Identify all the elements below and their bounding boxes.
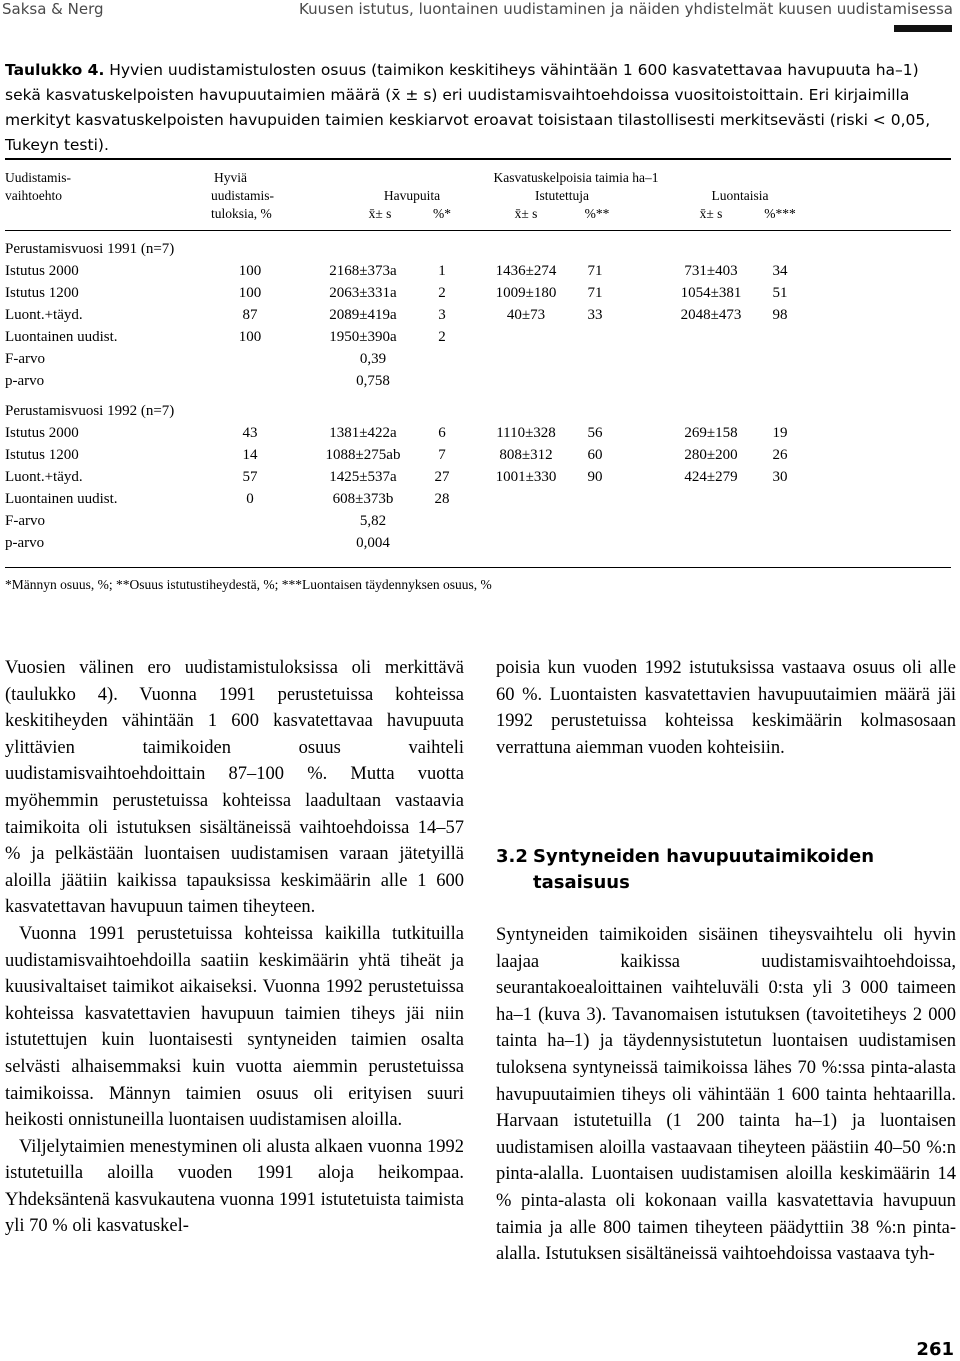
row-label: F-arvo — [5, 513, 45, 529]
col-header-good-1: Hyviä — [214, 170, 247, 185]
col-header-pct-1: %* — [433, 206, 451, 221]
running-header-title: Kuusen istutus, luontainen uudistaminen ja näiden yhdistelmät kuusen uudistamisessa — [299, 0, 953, 18]
page-number: 261 — [916, 1339, 954, 1360]
table-cell: 2048±473 — [680, 307, 742, 323]
table-cell: 0 — [246, 491, 254, 507]
table-cell: 424±279 — [684, 469, 738, 485]
table-cell: 808±312 — [499, 447, 553, 463]
col-header-istutettuja: Istutettuja — [535, 188, 589, 203]
col-header-havupuita: Havupuita — [383, 188, 441, 203]
table-cell: 19 — [772, 425, 788, 441]
table-cell: 1950±390a — [329, 329, 397, 345]
col-header-mean-sd-2: x̄± s — [514, 206, 538, 221]
table-top-rule — [5, 158, 951, 160]
table-cell: 87 — [242, 307, 258, 323]
col-header-pct-2: %** — [584, 206, 610, 221]
table-cell: 608±373b — [332, 491, 394, 507]
table-cell: 60 — [587, 447, 603, 463]
body-right-column-2 — [496, 922, 956, 1268]
col-header-pct-3: %*** — [764, 206, 796, 221]
body-paragraph: Syntyneiden taimikoiden sisäinen tiheysvaihtelu oli hyvin laajaa kaikissa uudistamisvaihtoehdoissa, seurantakoealoittainen vaihteluväli 0:sta yli 3 000 taimeen ha–1 (kuva 3). Tavanomaisen istutuksen (tavoitetiheys 2 000 tainta ha–1) ja täydennysistutetun luontaisen uudistamisen tuloksena syntyneissä taimikoissa lähes 70 %:ssa pinta-alasta havupuutaimien tiheys oli vähintään 1 600 tainta hehtaarilla. Harvaan istutetuilla (1 200 tainta ha–1) ja luontaisen uudistamisen aloilla vastaavaan tiheyteen päästiin 40–50 %:n pinta-alalla. Luontaisen uudistamisen aloilla keskimäärin 14 % pinta-alasta oli kokonaan vailla kasvatettavia havupuun taimia ja alle 800 taimen tiheyteen päädyttiin 38 %:n pinta-alalla. Istutuksen sisältäneissä vaihtoehdoissa vastaava tyh- — [496, 925, 956, 1265]
body-paragraph: poisia kun vuoden 1992 istutuksissa vastaava osuus oli alle 60 %. Luontaisten kasvatettavien havupuutaimien määrä jäi 1992 perustetuissa kohteissa keskimäärin kolmasosaan verrattuna aiemman vuoden kohteisiin. — [496, 658, 956, 758]
table-cell: 28 — [434, 491, 450, 507]
row-label: Istutus 2000 — [5, 425, 79, 441]
row-label: F-arvo — [5, 351, 45, 367]
table-cell: 1381±422a — [329, 425, 397, 441]
table-cell: 6 — [438, 425, 446, 441]
table-cell: 100 — [238, 263, 262, 279]
col-header-luontaisia: Luontaisia — [711, 188, 769, 203]
body-paragraph: Vuosien välinen ero uudistamistuloksissa oli merkittävä (taulukko 4). Vuonna 1991 perustetuissa kohteissa keskitiheyden vähintään 1 600 kasvatettavaa havupuuta ylittävien taimikoiden osuus vaihteli uudistamisvaihtoehdoittain 87–100 %. Mutta vuotta myöhemmin perustetuissa kohteissa laadultaan vastaavia taimikoita oli istutuksen sisältäneissä vaihtoehdoissa 14–57 % ja pelkästään luontaisen uudistamisen varaan jätetyillä aloilla jäätiin kaikissa tapauksissa keskimäärin alle 1 600 kasvatettavan havupuun taimen tiheyteen. — [5, 658, 464, 918]
table-cell: 2 — [438, 329, 446, 345]
table-cell: 280±200 — [684, 447, 738, 463]
table-cell: 71 — [587, 263, 603, 279]
row-label: Istutus 1200 — [5, 285, 79, 301]
table-cell: 2168±373a — [329, 263, 397, 279]
table-cell: 3 — [438, 307, 446, 323]
row-label: Istutus 1200 — [5, 447, 79, 463]
section-number: 3.2 — [496, 846, 528, 867]
row-label: Luont.+täyd. — [5, 469, 83, 485]
p-value: 0,004 — [356, 535, 390, 551]
table-cell: 100 — [238, 329, 262, 345]
table-cell: 40±73 — [506, 307, 546, 323]
running-header-authors: Saksa & Nerg — [2, 0, 104, 18]
col-header-good-3: tuloksia, % — [211, 206, 272, 221]
table-cell: 2063±331a — [329, 285, 397, 301]
table-cell: 51 — [772, 285, 788, 301]
section-heading — [496, 844, 916, 896]
row-label: p-arvo — [5, 535, 45, 551]
table-cell: 1110±328 — [496, 425, 556, 441]
table-cell: 1009±180 — [495, 285, 557, 301]
table-cell: 100 — [238, 285, 262, 301]
row-label: Luontainen uudist. — [5, 329, 118, 345]
table-cell: 56 — [587, 425, 603, 441]
table-cell: 71 — [587, 285, 603, 301]
group-title: Perustamisvuosi 1992 (n=7) — [5, 403, 175, 419]
table-cell: 33 — [587, 307, 603, 323]
group-title: Perustamisvuosi 1991 (n=7) — [5, 241, 175, 257]
body-left-column — [5, 655, 464, 1240]
table-cell: 98 — [772, 307, 788, 323]
table-cell: 731±403 — [684, 263, 738, 279]
section-title: Syntyneiden havupuutaimikoiden tasaisuus — [533, 846, 875, 893]
table-caption-text: Hyvien uudistamistulosten osuus (taimikon keskitiheys vähintään 1 600 kasvatettavaa havupuuta ha–1) sekä kasvatuskelpoisten havupuutaimien määrä (x̄ ± s) eri uudistamisvaihtoehdoissa vuositoistoittain. Eri kirjaimilla merkityt kasvatuskelpoisten havupuiden taimien keskiarvot eroavat toisistaan tilastollisesti merkitsevästi (riski < 0,05, Tukeyn testi). — [5, 61, 931, 154]
table-footnote: *Männyn osuus, %; **Osuus istutustiheydestä, %; ***Luontaisen täydennyksen osuus, % — [5, 577, 492, 592]
col-header-option-1: Uudistamis- — [5, 170, 71, 185]
table-cell: 43 — [242, 425, 258, 441]
col-header-mean-sd-1: x̄± s — [368, 206, 392, 221]
col-header-group: Kasvatuskelpoisia taimia ha–1 — [493, 170, 659, 185]
row-label: Luont.+täyd. — [5, 307, 83, 323]
table-cell: 27 — [434, 469, 450, 485]
table-header-rule — [5, 230, 951, 231]
table-cell: 1054±381 — [680, 285, 742, 301]
f-value: 0,39 — [359, 351, 387, 367]
table-caption-label: Taulukko 4. — [5, 61, 105, 79]
body-paragraph: Vuonna 1991 perustetuissa kohteissa kaikilla tutkituilla uudistamisvaihtoehdoilla saatiin keskimäärin yhtä tiheät ja kuusivaltaiset taimikot aikaiseksi. Vuonna 1992 perustetuissa kohteissa kasvatettavien havupuun taimien tiheys jäi niin istutettujen kuin luontaisesti syntyneiden taimien osalta selvästi alhaisemmaksi kuin vuotta aiemmin perustetuissa taimikoissa. Männyn taimien osuus oli erityisen suuri heikosti onnistuneilla luontaisen uudistamisen aloilla. — [5, 923, 464, 1131]
table-cell: 1001±330 — [495, 469, 557, 485]
table-cell: 30 — [772, 469, 788, 485]
table-cell: 34 — [772, 263, 788, 279]
table-cell: 1088±275ab — [325, 447, 401, 463]
table-cell: 90 — [587, 469, 603, 485]
table-cell: 1425±537a — [329, 469, 397, 485]
col-header-mean-sd-3: x̄± s — [699, 206, 723, 221]
table-cell: 1 — [438, 263, 446, 279]
table-cell: 57 — [242, 469, 258, 485]
p-value: 0,758 — [356, 373, 390, 389]
table-caption — [5, 58, 955, 158]
table-cell: 14 — [242, 447, 258, 463]
f-value: 5,82 — [359, 513, 387, 529]
table-bottom-rule — [5, 567, 951, 568]
col-header-option-2: vaihtoehto — [5, 188, 62, 203]
table-cell: 269±158 — [684, 425, 738, 441]
row-label: Istutus 2000 — [5, 263, 79, 279]
row-label: p-arvo — [5, 373, 45, 389]
body-right-column — [496, 655, 956, 761]
body-paragraph: Viljelytaimien menestyminen oli alusta alkaen vuonna 1992 istutetuilla aloilla vuoden 1991 aloja heikompaa. Yhdeksäntenä kasvukautena vuonna 1991 istutetuista taimista yli 70 % oli kasvatuskel- — [5, 1136, 464, 1237]
table-cell: 1436±274 — [495, 263, 557, 279]
table-cell: 2089±419a — [329, 307, 397, 323]
row-label: Luontainen uudist. — [5, 491, 118, 507]
table-cell: 26 — [772, 447, 788, 463]
header-bar-decoration — [894, 25, 952, 32]
table-cell: 2 — [438, 285, 446, 301]
table-cell: 7 — [438, 447, 446, 463]
col-header-good-2: uudistamis- — [211, 188, 274, 203]
